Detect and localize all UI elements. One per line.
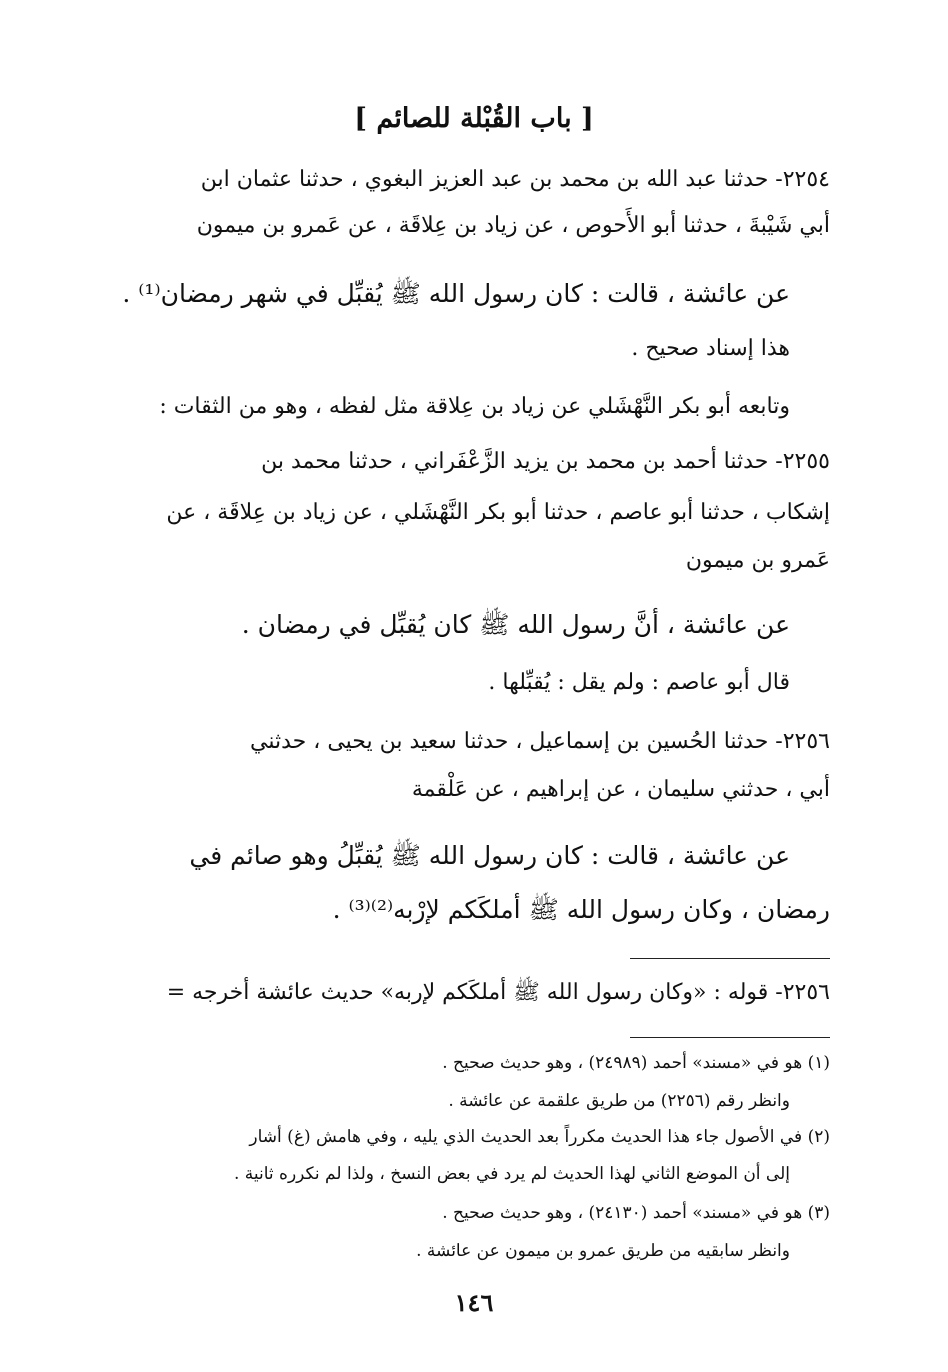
footnote-1: (١) هو في «مسند» أحمد (٢٤٩٨٩) ، وهو حديث صحيح . (442, 1053, 830, 1073)
text-line-7: إشكاب ، حدثنا أبو عاصم ، حدثنا أبو بكر النَّهْشَلي ، عن زياد بن عِلاقَة ، عن (166, 500, 830, 525)
text-line-12: أبي ، حدثني سليمان ، عن إبراهيم ، عن عَلْقمة (411, 777, 830, 802)
text-line-13: عن عائشة ، قالت : كان رسول الله ﷺ يُقبِّلُ وهو صائم في (189, 841, 790, 870)
page-number: ١٤٦ (454, 1288, 494, 1317)
separator-rule-2 (630, 1037, 830, 1038)
text-line-6: ٢٢٥٥- حدثنا أحمد بن محمد بن يزيد الزَّعْفَراني ، حدثنا محمد بن (261, 449, 830, 474)
separator-rule-1 (630, 958, 830, 959)
commentary-line: ٢٢٥٦- قوله : «وكان رسول الله ﷺ أملكَكم لإربه» حديث عائشة أخرجه = (166, 980, 830, 1005)
text-line-2: أبي شَيْبةَ ، حدثنا أبو الأَحوص ، عن زياد بن عِلاقَة ، عن عَمرو بن ميمون (196, 213, 830, 238)
text-line-1: ٢٢٥٤- حدثنا عبد الله بن محمد بن عبد العزيز البغوي ، حدثنا عثمان ابن (200, 167, 830, 192)
chapter-title: [ باب القُبْلة للصائم ] (354, 103, 594, 134)
text-line-5: وتابعه أبو بكر النَّهْشَلي عن زياد بن عِلاقة مثل لفظه ، وهو من الثقات : (159, 394, 790, 419)
text-line-4: هذا إسناد صحيح . (631, 336, 790, 361)
footnote-3-cont: وانظر سابقيه من طريق عمرو بن ميمون عن عائشة . (416, 1241, 790, 1261)
footnote-2-cont: إلى أن الموضع الثاني لهذا الحديث لم يرد في بعض النسخ ، ولذا لم نكرره ثانية . (233, 1164, 790, 1184)
text-line-14: رمضان ، وكان رسول الله ﷺ أملكَكم لإرْبه⁽²⁾⁽³⁾ . (332, 895, 830, 924)
footnote-1-cont: وانظر رقم (٢٢٥٦) من طريق علقمة عن عائشة . (448, 1091, 790, 1111)
text-line-10: قال أبو عاصم : ولم يقل : يُقبِّلها . (488, 670, 790, 695)
footnote-3: (٣) هو في «مسند» أحمد (٢٤١٣٠) ، وهو حديث صحيح . (442, 1203, 830, 1223)
text-line-9: عن عائشة ، أنَّ رسول الله ﷺ كان يُقبِّل في رمضان . (241, 610, 790, 639)
text-line-8: عَمرو بن ميمون (685, 548, 830, 573)
text-line-11: ٢٢٥٦- حدثنا الحُسين بن إسماعيل ، حدثنا سعيد بن يحيى ، حدثني (250, 729, 830, 754)
text-line-3: عن عائشة ، قالت : كان رسول الله ﷺ يُقبِّل في شهر رمضان⁽¹⁾ . (122, 279, 790, 308)
footnote-2: (٢) في الأصول جاء هذا الحديث مكرراً بعد الحديث الذي يليه ، وفي هامش (غ) أشار (249, 1127, 830, 1147)
